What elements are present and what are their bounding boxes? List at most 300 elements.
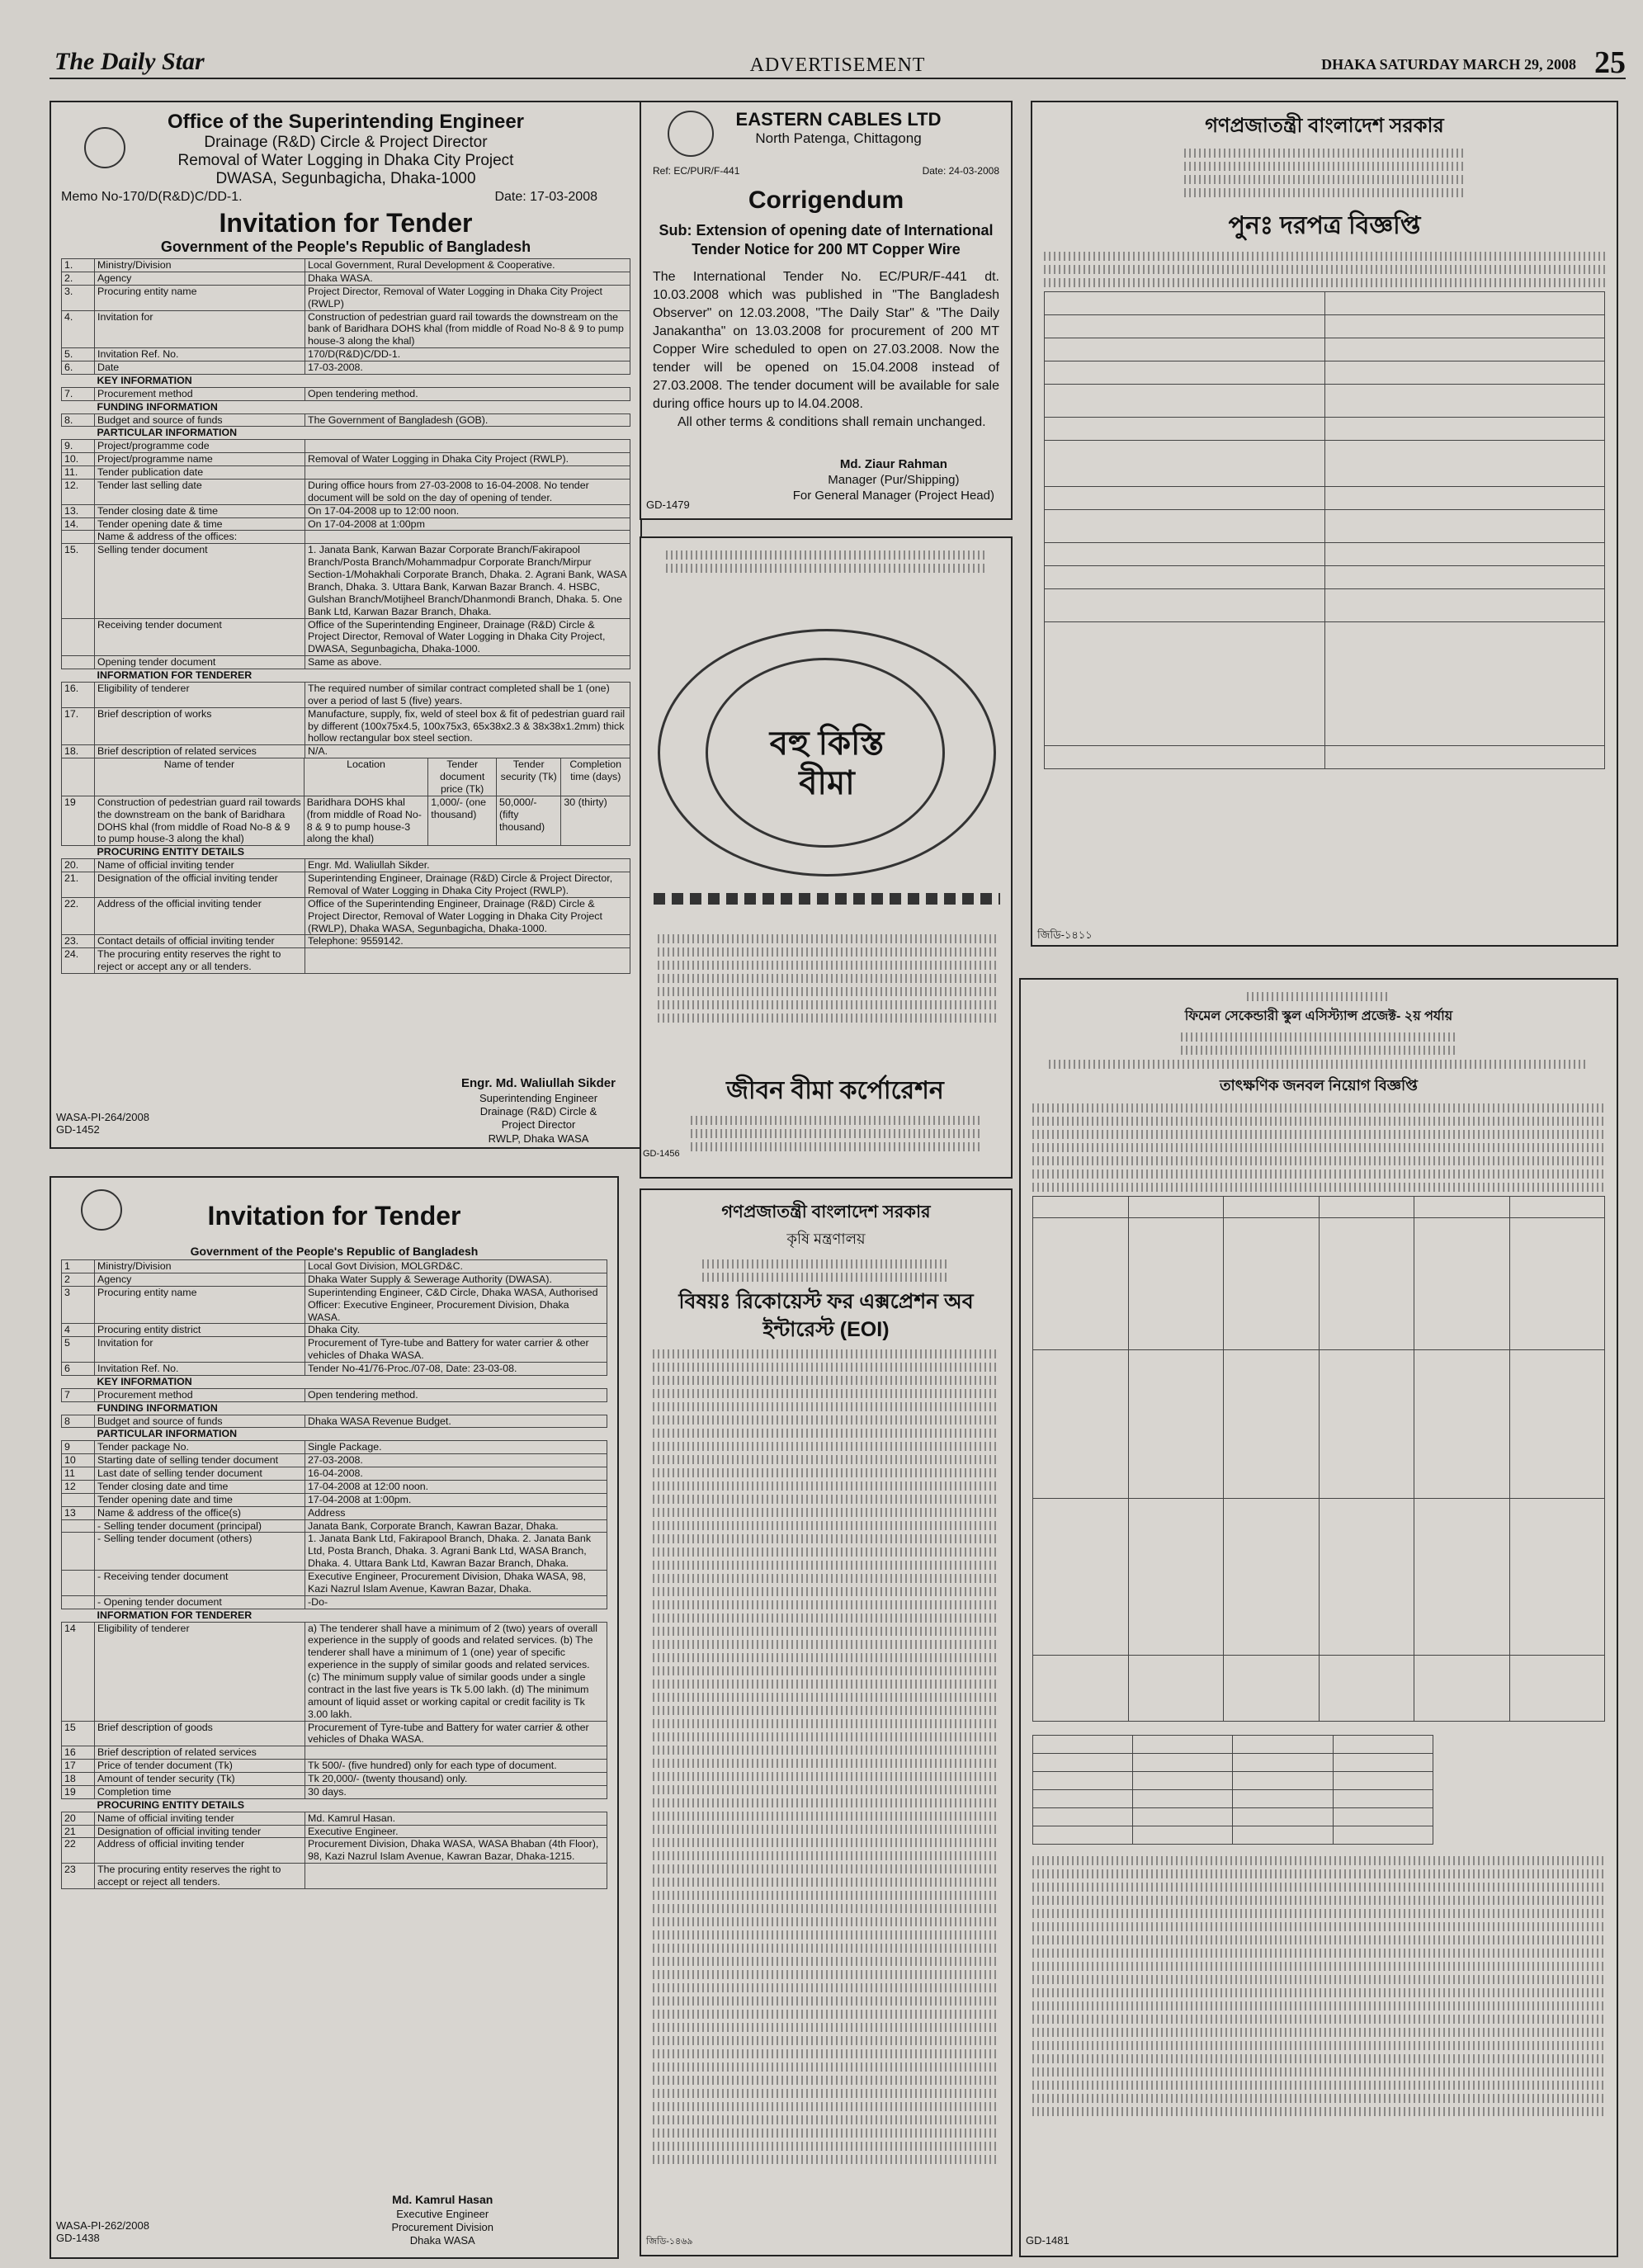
table-cell	[1224, 1656, 1320, 1722]
row-value: -Do-	[305, 1595, 607, 1609]
row-label: Tender closing date & time	[95, 504, 305, 517]
row-value: Tender No-41/76-Proc./07-08, Date: 23-03-08.	[305, 1363, 607, 1376]
text-line	[653, 1389, 999, 1398]
table-cell	[1033, 1350, 1129, 1499]
table-cell	[1414, 1499, 1510, 1656]
row-number: 15	[62, 1721, 95, 1746]
text-line	[1032, 2028, 1605, 2037]
row-number: 2.	[62, 272, 95, 285]
text-line	[653, 1732, 999, 1741]
row-value: 30 days.	[305, 1785, 607, 1798]
row-number: 17	[62, 1760, 95, 1773]
text-line	[1032, 1935, 1605, 1944]
row-number: 10.	[62, 453, 95, 466]
text-line	[653, 1640, 999, 1649]
row-label: Agency	[95, 1273, 305, 1286]
row-label: FUNDING INFORMATION	[95, 400, 305, 413]
table-row	[62, 1441, 607, 1454]
table-cell	[1128, 1656, 1224, 1722]
row-label: Tender closing date and time	[95, 1480, 305, 1493]
table-row	[62, 1609, 607, 1622]
text-line	[653, 1349, 999, 1358]
row-value: Same as above.	[305, 656, 630, 669]
table-row	[1033, 1656, 1605, 1722]
row-number: 20.	[62, 859, 95, 872]
table-cell	[1045, 441, 1325, 487]
ad-heading: Invitation for Tender	[219, 208, 473, 238]
signature-block	[461, 1076, 616, 1146]
insurance-ad	[640, 536, 1013, 1179]
headline-text	[666, 550, 986, 573]
text-line	[653, 1561, 999, 1570]
table-row	[62, 361, 630, 375]
lot-header-cell: Completion time (days)	[561, 758, 630, 796]
table-cell	[1033, 1790, 1133, 1808]
table-cell	[1224, 1499, 1320, 1656]
table-row	[1045, 746, 1605, 769]
table-cell	[1414, 1197, 1510, 1218]
row-label: Contact details of official inviting tender	[95, 935, 305, 948]
table-row	[62, 1337, 607, 1363]
lot-header-blank	[62, 758, 95, 796]
row-label: - Selling tender document (principal)	[95, 1519, 305, 1533]
subject: Sub: Extension of opening date of International Tender Notice for 200 MT Copper Wire	[659, 222, 994, 258]
row-value	[305, 1428, 607, 1441]
ad-code	[56, 2219, 149, 2244]
gov-line	[1247, 992, 1390, 1001]
row-number	[62, 374, 95, 387]
table-row	[1045, 315, 1605, 338]
table-cell	[1324, 315, 1605, 338]
row-label: PARTICULAR INFORMATION	[95, 427, 305, 440]
row-label: Tender opening date & time	[95, 517, 305, 531]
table-row	[1033, 1499, 1605, 1656]
table-cell	[1333, 1754, 1433, 1772]
table-cell	[1324, 622, 1605, 746]
wasa-seal-icon	[84, 127, 125, 168]
row-label: Eligibility of tenderer	[95, 682, 305, 707]
text-line	[653, 1627, 999, 1636]
row-label: Procurement method	[95, 1388, 305, 1401]
table-row	[1045, 292, 1605, 315]
table-cell	[1045, 361, 1325, 385]
text-line	[1032, 2067, 1605, 2077]
row-label: Opening tender document	[95, 656, 305, 669]
row-number	[62, 1428, 95, 1441]
table-cell	[1045, 338, 1325, 361]
row-value: Procurement of Tyre-tube and Battery for water carrier & other vehicles of Dhaka WASA.	[305, 1721, 607, 1746]
table-cell	[1033, 1218, 1129, 1350]
row-value: During office hours from 27-03-2008 to 16-04-2008. No tender document will be sold on the day of opening of tender.	[305, 479, 630, 504]
signatory-name: Md. Ziaur Rahman	[839, 457, 947, 471]
row-value: Janata Bank, Corporate Branch, Kawran Bazar, Dhaka.	[305, 1519, 607, 1533]
row-number: 21	[62, 1825, 95, 1838]
text-line	[653, 1468, 999, 1477]
row-label: Price of tender document (Tk)	[95, 1760, 305, 1773]
conditions-text	[1032, 1856, 1605, 2116]
row-label: Tender opening date and time	[95, 1493, 305, 1506]
lot-cell: 1,000/- (one thousand)	[428, 796, 497, 846]
table-cell	[1319, 1656, 1414, 1722]
table-row	[62, 348, 630, 361]
row-label: Invitation Ref. No.	[95, 1363, 305, 1376]
row-value: Address	[305, 1506, 607, 1519]
text-line	[1032, 2015, 1605, 2024]
row-value: Dhaka Water Supply & Sewerage Authority (DWASA).	[305, 1273, 607, 1286]
lot-row	[62, 796, 630, 846]
masthead	[50, 43, 1626, 79]
ad-code: GD-1481	[1026, 2234, 1069, 2247]
table-row	[62, 1721, 607, 1746]
table-row	[62, 1273, 607, 1286]
company-logo-icon	[668, 111, 714, 157]
body-text	[653, 1349, 999, 2164]
row-value: Manufacture, supply, fix, weld of steel box & fit of pedestrian guard rail by different (100x75x4.5, 100x75x3, 65x38x2.3 & 38x38x1.2mm) thick hollow rectangular box steel section.	[305, 707, 630, 745]
row-number: 12.	[62, 479, 95, 504]
row-number: 6	[62, 1363, 95, 1376]
gov-line: Government of the People's Republic of Bangladesh	[190, 1245, 479, 1258]
row-value: 17-04-2008 at 12:00 noon.	[305, 1480, 607, 1493]
table-row	[62, 1838, 607, 1864]
table-row	[62, 374, 630, 387]
table-cell	[1045, 385, 1325, 418]
row-value: Procurement of Tyre-tube and Battery for water carrier & other vehicles of Dhaka WASA.	[305, 1337, 607, 1363]
text-line	[653, 2102, 999, 2111]
table-row	[1033, 1790, 1433, 1808]
row-label: PARTICULAR INFORMATION	[95, 1428, 305, 1441]
table-cell	[1333, 1790, 1433, 1808]
ad-heading: Invitation for Tender	[207, 1201, 461, 1231]
text-line	[653, 2036, 999, 2045]
text-line	[653, 1402, 999, 1411]
text-line	[653, 1759, 999, 1768]
text-line	[653, 2089, 999, 2098]
text-line	[653, 1481, 999, 1491]
row-label: KEY INFORMATION	[95, 374, 305, 387]
row-number	[62, 846, 95, 859]
lot-header-cell: Tender security (Tk)	[497, 758, 561, 796]
tender-ad-wasa-rwlp	[50, 101, 642, 1149]
table-cell	[1324, 589, 1605, 622]
table-row	[62, 1480, 607, 1493]
table-cell	[1128, 1197, 1224, 1218]
table-row	[62, 1812, 607, 1825]
row-label: Procuring entity name	[95, 285, 305, 310]
row-number	[62, 1375, 95, 1388]
table-row	[62, 872, 630, 898]
memo-date: Date: 17-03-2008	[494, 190, 597, 204]
table-row	[62, 618, 630, 656]
row-value	[305, 1746, 607, 1760]
row-value: Superintending Engineer, Drainage (R&D) Circle & Project Director, Removal of Water Logging in Dhaka City Project (RWLP).	[305, 872, 630, 898]
table-cell	[1509, 1197, 1605, 1218]
row-label: Designation of the official inviting tender	[95, 872, 305, 898]
table-cell	[1133, 1754, 1233, 1772]
row-value	[305, 1609, 607, 1622]
lot-cell: 30 (thirty)	[561, 796, 630, 846]
ad-code-1: WASA-PI-262/2008	[56, 2219, 149, 2232]
table-cell	[1324, 746, 1605, 769]
table-cell	[1045, 487, 1325, 510]
table-row	[62, 1519, 607, 1533]
issue-date: DHAKA SATURDAY MARCH 29, 2008	[1321, 56, 1576, 73]
row-value: Local Government, Rural Development & Cooperative.	[305, 259, 630, 272]
gov-title: গণপ্রজাতন্ত্রী বাংলাদেশ সরকার	[721, 1203, 931, 1221]
row-label: INFORMATION FOR TENDERER	[95, 669, 305, 683]
row-number: 2	[62, 1273, 95, 1286]
gov-line: Government of the People's Republic of Bangladesh	[160, 239, 531, 255]
row-number: 7	[62, 1388, 95, 1401]
row-value: Open tendering method.	[305, 387, 630, 400]
row-value: 17-04-2008 at 1:00pm.	[305, 1493, 607, 1506]
lot-header-cell: Location	[304, 758, 427, 796]
table-row	[62, 1760, 607, 1773]
table-cell	[1033, 1197, 1129, 1218]
row-value: On 17-04-2008 up to 12:00 noon.	[305, 504, 630, 517]
signatory-office-2: Project Director	[501, 1118, 576, 1132]
table-row	[62, 285, 630, 310]
table-row	[62, 1595, 607, 1609]
row-number: 22.	[62, 897, 95, 935]
table-cell	[1509, 1499, 1605, 1656]
tender-ad-wasa-tyre	[50, 1176, 619, 2259]
signatory-title: Manager (Pur/Shipping)	[828, 472, 960, 487]
text-line	[653, 1574, 999, 1583]
row-number	[62, 656, 95, 669]
row-value: Removal of Water Logging in Dhaka City Project (RWLP).	[305, 453, 630, 466]
row-label: Name & address of the offices:	[95, 531, 305, 544]
row-label: Budget and source of funds	[95, 1415, 305, 1428]
table-cell	[1045, 292, 1325, 315]
text-line	[1032, 1962, 1605, 1971]
table-row	[62, 1622, 607, 1721]
row-value	[305, 1375, 607, 1388]
text-line	[653, 1666, 999, 1675]
text-line	[1032, 2107, 1605, 2116]
text-line	[653, 1838, 999, 1847]
table-cell	[1133, 1790, 1233, 1808]
row-number: 22	[62, 1838, 95, 1864]
wasa-seal-icon	[81, 1189, 122, 1231]
table-row	[1045, 487, 1605, 510]
text-line	[653, 2129, 999, 2138]
row-label: Ministry/Division	[95, 259, 305, 272]
ref-date: Date: 24-03-2008	[922, 165, 999, 177]
row-label: Receiving tender document	[95, 618, 305, 656]
row-value: Procurement Division, Dhaka WASA, WASA Bhaban (4th Floor), 98, Kazi Nazrul Islam Avenue, Kawran Bazar, Dhaka-1215.	[305, 1838, 607, 1864]
row-label: The procuring entity reserves the right to reject or accept any or all tenders.	[95, 948, 305, 974]
row-value: 170/D(R&D)C/DD-1.	[305, 348, 630, 361]
row-number: 14.	[62, 517, 95, 531]
row-label: Address of the official inviting tender	[95, 897, 305, 935]
table-cell	[1224, 1218, 1320, 1350]
row-number	[62, 1609, 95, 1622]
row-number: 9.	[62, 440, 95, 453]
table-cell	[1128, 1218, 1224, 1350]
text-line	[1032, 2054, 1605, 2063]
row-value: On 17-04-2008 at 1:00pm	[305, 517, 630, 531]
text-line	[653, 1851, 999, 1860]
row-value	[305, 466, 630, 480]
text-line	[653, 1891, 999, 1900]
row-number: 1	[62, 1260, 95, 1273]
row-number: 19	[62, 1785, 95, 1798]
table-cell	[1509, 1656, 1605, 1722]
table-row	[62, 1798, 607, 1812]
emblem-center-text: বহু কিস্তি বীমা	[769, 725, 885, 801]
ad-code-1: WASA-PI-264/2008	[56, 1111, 149, 1123]
table-row	[62, 259, 630, 272]
text-line	[653, 1614, 999, 1623]
row-number: 10	[62, 1454, 95, 1467]
table-cell	[1045, 622, 1325, 746]
row-value: Project Director, Removal of Water Logging in Dhaka City Project (RWLP)	[305, 285, 630, 310]
row-number	[62, 1493, 95, 1506]
row-value	[305, 531, 630, 544]
table-cell	[1224, 1197, 1320, 1218]
table-row	[62, 935, 630, 948]
intro-text	[1032, 1103, 1605, 1192]
text-line	[653, 2142, 999, 2151]
row-label: PROCURING ENTITY DETAILS	[95, 846, 305, 859]
table-row	[62, 1864, 607, 1889]
text-line	[1032, 1988, 1605, 1997]
row-label: Designation of official inviting tender	[95, 1825, 305, 1838]
row-label: Budget and source of funds	[95, 413, 305, 427]
row-number: 7.	[62, 387, 95, 400]
signatory-org: Dhaka WASA	[409, 2234, 475, 2247]
row-value	[305, 440, 630, 453]
table-row	[1045, 543, 1605, 566]
table-row	[62, 1533, 607, 1571]
table-row	[62, 669, 630, 683]
table-cell	[1224, 1350, 1320, 1499]
row-value: Local Govt Division, MOLGRD&C.	[305, 1260, 607, 1273]
row-value: 27-03-2008.	[305, 1454, 607, 1467]
table-row	[1045, 361, 1605, 385]
table-row	[62, 272, 630, 285]
row-number: 14	[62, 1622, 95, 1721]
row-number	[62, 1798, 95, 1812]
text-line	[653, 1812, 999, 1821]
text-line	[1032, 1896, 1605, 1905]
table-row	[62, 1324, 607, 1337]
text-line	[653, 1798, 999, 1807]
lot-cell: 50,000/- (fifty thousand)	[497, 796, 561, 846]
table-cell	[1233, 1736, 1333, 1754]
text-line	[653, 1455, 999, 1464]
row-value	[305, 846, 630, 859]
row-number	[62, 669, 95, 683]
table-row	[1033, 1197, 1605, 1218]
table-cell	[1414, 1656, 1510, 1722]
eoi-notice-bn	[640, 1188, 1013, 2256]
row-number: 11	[62, 1467, 95, 1481]
table-row	[1045, 510, 1605, 543]
row-number: 13	[62, 1506, 95, 1519]
lot-table	[61, 758, 630, 846]
memo-no: Memo No-170/D(R&D)C/DD-1.	[61, 190, 243, 204]
eoi-title: বিষয়ঃ রিকোয়েস্ট ফর এক্সপ্রেশন অব ইন্টারেস্ট (EOI)	[678, 1290, 974, 1341]
lot-cell: Construction of pedestrian guard rail towards the downstream on the bank of Baridhara DOHS khal (from middle of Road No-8 & 9 to pump house-3 along the khal)	[95, 796, 305, 846]
table-row	[1033, 1808, 1433, 1826]
row-value	[305, 1401, 607, 1415]
signatory-title-2: For General Manager (Project Head)	[792, 488, 994, 503]
table-row	[62, 1506, 607, 1519]
table-row	[62, 1493, 607, 1506]
row-value: Md. Kamrul Hasan.	[305, 1812, 607, 1825]
table-row	[62, 682, 630, 707]
text-line	[653, 2023, 999, 2032]
text-line	[653, 1442, 999, 1451]
table-cell	[1324, 510, 1605, 543]
table-cell	[1333, 1826, 1433, 1845]
project-header: ফিমেল সেকেন্ডারী স্কুল এসিস্ট্যান্স প্রজেক্ট- ২য় পর্যায়	[1184, 1009, 1453, 1023]
row-label: Name of official inviting tender	[95, 1812, 305, 1825]
table-cell	[1045, 589, 1325, 622]
row-value: Tk 500/- (five hundred) only for each type of document.	[305, 1760, 607, 1773]
text-line	[653, 1878, 999, 1887]
table-row	[1033, 1736, 1433, 1754]
re-tender-notice-bn	[1031, 101, 1618, 947]
text-line	[653, 1376, 999, 1385]
text-line	[653, 1415, 999, 1425]
row-label: Name & address of the office(s)	[95, 1506, 305, 1519]
table-row	[62, 656, 630, 669]
table-row	[62, 1428, 607, 1441]
row-label: Brief description of works	[95, 707, 305, 745]
page-number: 25	[1594, 45, 1626, 80]
table-cell	[1324, 487, 1605, 510]
table-cell	[1509, 1350, 1605, 1499]
row-number: 23	[62, 1864, 95, 1889]
text-line	[653, 2049, 999, 2058]
ad-code: GD-1479	[646, 498, 690, 511]
row-value	[305, 374, 630, 387]
text-line	[653, 1944, 999, 1953]
row-label: - Opening tender document	[95, 1595, 305, 1609]
row-value: Superintending Engineer, C&D Circle, Dhaka WASA, Authorised Officer: Executive Engineer, Procurement Division, Dhaka WASA.	[305, 1286, 607, 1324]
table-row	[62, 387, 630, 400]
text-line	[1032, 1883, 1605, 1892]
row-number	[62, 427, 95, 440]
row-label: Invitation Ref. No.	[95, 348, 305, 361]
row-value	[305, 669, 630, 683]
row-label: Name of official inviting tender	[95, 859, 305, 872]
org-name: জীবন বীমা কর্পোরেশন	[726, 1077, 944, 1104]
exam-table	[1032, 1735, 1433, 1845]
text-line	[1032, 1975, 1605, 1984]
sub-line-2: Removal of Water Logging in Dhaka City Project	[177, 152, 514, 169]
row-number: 1.	[62, 259, 95, 272]
body-text	[658, 930, 996, 1027]
row-number	[62, 1533, 95, 1571]
table-cell	[1233, 1772, 1333, 1790]
table-row	[62, 1454, 607, 1467]
row-label: Procuring entity district	[95, 1324, 305, 1337]
ref-no: Ref: EC/PUR/F-441	[653, 165, 740, 177]
table-row	[62, 310, 630, 348]
table-row	[1045, 441, 1605, 487]
table-row	[1045, 566, 1605, 589]
table-cell	[1133, 1772, 1233, 1790]
text-line	[653, 2155, 999, 2164]
row-number	[62, 1401, 95, 1415]
table-cell	[1324, 385, 1605, 418]
text-line	[653, 1996, 999, 2006]
table-cell	[1033, 1808, 1133, 1826]
row-value: Engr. Md. Waliullah Sikder.	[305, 859, 630, 872]
